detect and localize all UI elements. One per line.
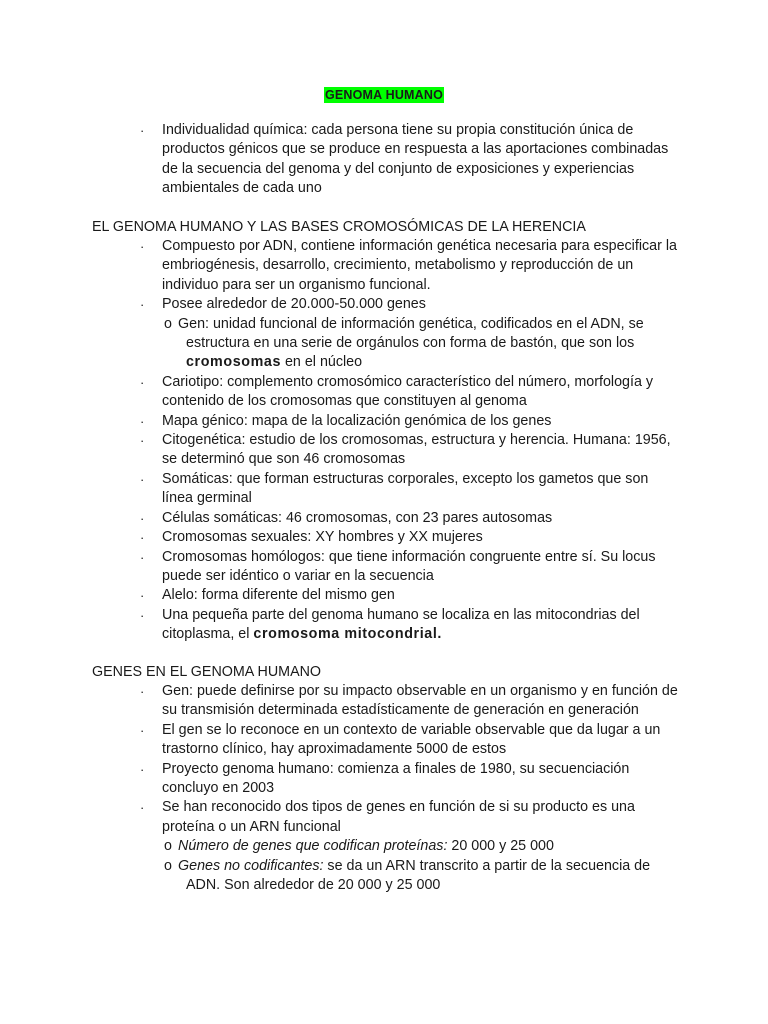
list-item-text: Cromosomas homólogos: que tiene información congruente entre sí. Su locus puede ser idéntico o variar en la secuencia [162,548,656,584]
section2-list [140,682,680,895]
sub-text-a: Gen: unidad funcional de información genética, codificados en el ADN, se estructura en una serie de orgánulos con forma de bastón, que son los [178,315,644,352]
sub-list [140,315,680,373]
section-heading-2: GENES EN EL GENOMA HUMANO [92,664,322,680]
sub-list [140,837,680,895]
list-item-text: Citogenética: estudio de los cromosomas, estructura y herencia. Humana: 1956, se determinó que son 46 cromosomas [162,432,671,468]
list-item [140,682,680,721]
sub-text-b: en el núcleo [281,354,363,371]
bullet-icon: · [140,413,145,429]
list-item [140,470,680,509]
list-item-text: Mapa génico: mapa de la localización genómica de los genes [162,412,552,429]
list-item-text: Alelo: forma diferente del mismo gen [162,587,395,604]
list-item-text: Gen: puede definirse por su impacto observable en un organismo y en función de su transmisión determinada estadísticamente de generación en generación [162,683,678,719]
list-item-text: Individualidad química: cada persona tiene su propia constitución única de productos génicos que se produce en respuesta a las aportaciones combinadas de la secuencia del genoma y del conjunto de exposiciones y experiencias ambientales de cada uno [162,122,669,197]
sub-list-item [140,837,680,856]
list-item [140,121,680,199]
list-item [140,509,680,528]
bullet-icon: · [140,684,145,699]
bullet-icon: · [140,607,145,623]
sub-bullet-icon: o [164,838,172,855]
sub-list-item [140,315,680,373]
bullet-icon: · [140,510,145,526]
list-item-text: El gen se lo reconoce en un contexto de variable observable que da lugar a un trastorno clínico, hay aproximadamente 5000 de estos [162,721,661,758]
list-item-text: Células somáticas: 46 cromosomas, con 23 pares autosomas [162,509,553,526]
sub-italic: Genes no codificantes: [178,857,324,874]
document-title: GENOMA HUMANO [324,88,444,102]
bullet-icon: · [140,722,145,738]
title-wrapper [0,87,768,103]
bullet-icon: · [140,297,145,313]
list-item-text: Se han reconocido dos tipos de genes en función de si su producto es una proteína o un ARN funcional [162,799,635,835]
list-item-text: Somáticas: que forman estructuras corporales, excepto los gametos que son línea germinal [162,470,649,507]
list-item [140,548,680,587]
list-item [140,606,680,645]
bullet-icon: · [140,530,145,546]
list-item-text: Proyecto genoma humano: comienza a finales de 1980, su secuenciación concluyo en 2003 [162,760,630,797]
section-heading-1: EL GENOMA HUMANO Y LAS BASES CROMOSÓMICAS DE LA HERENCIA [92,219,586,235]
list-item [140,528,680,547]
sub-bullet-icon: o [164,315,172,332]
mito-bold: cromosoma mitocondrial. [253,626,442,643]
bullet-icon: · [140,433,145,449]
list-item-text: Compuesto por ADN, contiene información genética necesaria para especificar la embriogénesis, desarrollo, crecimiento, metabolismo y reproducción de un individuo para ser un organismo funcional. [162,238,677,293]
bullet-icon: · [140,549,145,565]
list-item-text: Cariotipo: complemento cromosómico característico del número, morfología y contenido de los cromosomas que constituyen al genoma [162,373,654,410]
sub-list-item [140,857,680,896]
sub-text: 20 000 y 25 000 [447,838,554,855]
bullet-icon: · [140,761,145,777]
bullet-icon: · [140,471,145,487]
list-item [140,798,680,895]
bullet-icon: · [140,123,145,138]
sub-bullet-icon: o [164,857,172,874]
bullet-icon: · [140,374,145,390]
list-item [140,295,680,373]
sub-text: se da un ARN transcrito a partir de la secuencia de ADN. Son alrededor de 20 000 y 25 000 [186,857,651,894]
list-item [140,373,680,412]
bullet-icon: · [140,588,145,604]
list-item-text: Posee alrededor de 20.000-50.000 genes [162,296,426,313]
list-item [140,760,680,799]
list-item [140,721,680,760]
intro-list [140,121,680,199]
list-item [140,431,680,470]
list-item-text: Cromosomas sexuales: XY hombres y XX mujeres [162,529,483,546]
bullet-icon: · [140,800,145,816]
section1-list [140,237,680,645]
sub-italic: Número de genes que codifican proteínas: [178,838,448,855]
mito-text-a: Una pequeña parte del genoma humano se localiza en las mitocondrias del citoplasma, el [162,606,640,643]
list-item [140,586,680,605]
sub-bold: cromosomas [186,354,281,371]
list-item [140,237,680,295]
bullet-icon: · [140,239,145,254]
list-item [140,412,680,431]
